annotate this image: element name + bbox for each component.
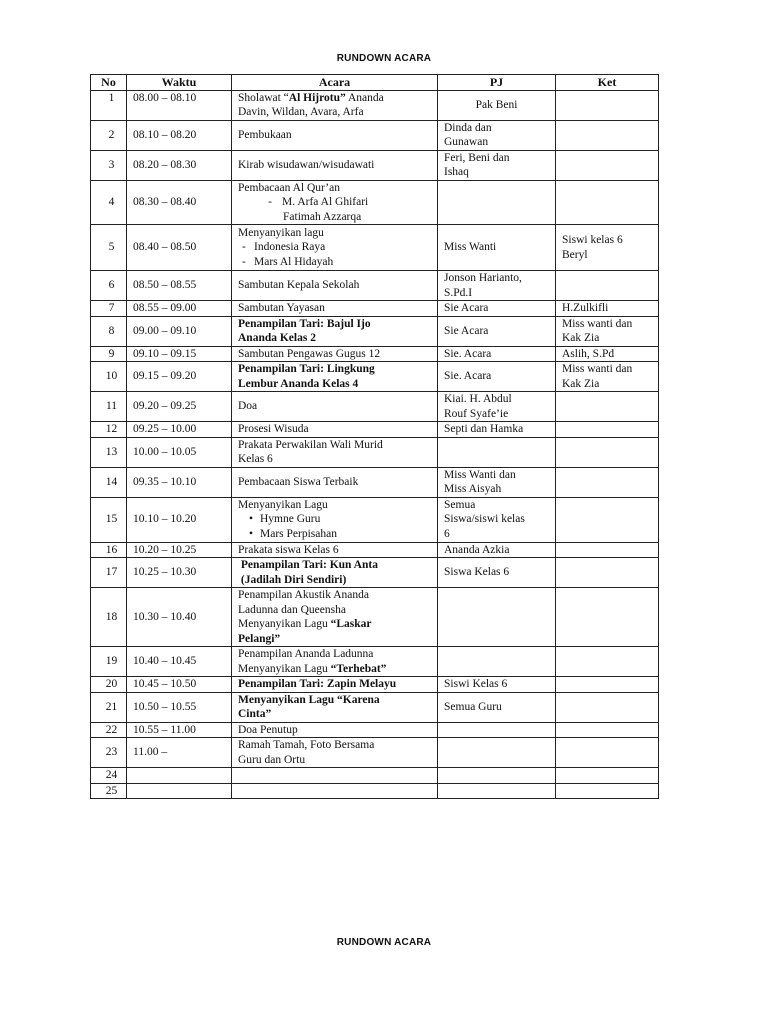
row-time: 10.40 – 10.45 <box>127 647 232 677</box>
row-ket <box>556 738 659 768</box>
row-ket <box>556 90 659 120</box>
header-pj: PJ <box>438 75 556 91</box>
row-event: Pembacaan Al Qur’an - M. Arfa Al Ghifari Fatimah Azzarqa <box>232 180 438 225</box>
row-time: 08.30 – 08.40 <box>127 180 232 225</box>
row-ket <box>556 271 659 301</box>
table-row <box>91 180 659 225</box>
row-time: 10.00 – 10.05 <box>127 437 232 467</box>
row-event: Prakata siswa Kelas 6 <box>232 542 438 558</box>
row-event: Penampilan Tari: Kun Anta (Jadilah Diri Sendiri) <box>232 558 438 588</box>
row-event: Sambutan Kepala Sekolah <box>232 271 438 301</box>
row-number: 1 <box>91 90 127 120</box>
table-row <box>91 497 659 542</box>
row-pj <box>438 588 556 647</box>
row-time: 08.40 – 08.50 <box>127 225 232 271</box>
row-time: 08.10 – 08.20 <box>127 120 232 150</box>
row-time: 10.55 – 11.00 <box>127 722 232 738</box>
row-ket: Miss wanti dan Kak Zia <box>556 316 659 346</box>
row-number: 23 <box>91 738 127 768</box>
row-number: 22 <box>91 722 127 738</box>
row-pj: Miss Wanti <box>438 225 556 271</box>
header-ket: Ket <box>556 75 659 91</box>
row-time: 10.50 – 10.55 <box>127 692 232 722</box>
row-time: 08.50 – 08.55 <box>127 271 232 301</box>
row-time: 09.20 – 09.25 <box>127 392 232 422</box>
row-pj <box>438 768 556 784</box>
row-number: 6 <box>91 271 127 301</box>
row-event: Menyanyikan Lagu • Hymne Guru • Mars Perpisahan <box>232 497 438 542</box>
row-event: Doa <box>232 392 438 422</box>
table-row <box>91 558 659 588</box>
row-ket: Aslih, S.Pd <box>556 346 659 362</box>
table-row <box>91 225 659 271</box>
row-ket <box>556 558 659 588</box>
row-pj: Siswa Kelas 6 <box>438 558 556 588</box>
row-pj <box>438 783 556 799</box>
row-pj: Jonson Harianto, S.Pd.I <box>438 271 556 301</box>
row-time: 08.55 – 09.00 <box>127 301 232 317</box>
table-row <box>91 692 659 722</box>
row-ket <box>556 150 659 180</box>
row-event: Penampilan Tari: Bajul Ijo Ananda Kelas 2 <box>232 316 438 346</box>
row-ket <box>556 180 659 225</box>
row-number: 2 <box>91 120 127 150</box>
row-pj: Semua Siswa/siswi kelas 6 <box>438 497 556 542</box>
table-row <box>91 150 659 180</box>
table-row <box>91 783 659 799</box>
rundown-table <box>90 74 659 799</box>
row-number: 5 <box>91 225 127 271</box>
row-time: 08.00 – 08.10 <box>127 90 232 120</box>
table-row <box>91 542 659 558</box>
row-time <box>127 768 232 784</box>
row-event: Penampilan Tari: Zapin Melayu <box>232 677 438 693</box>
table-row <box>91 738 659 768</box>
row-ket <box>556 588 659 647</box>
row-pj: Sie. Acara <box>438 346 556 362</box>
row-ket: Siswi kelas 6 Beryl <box>556 225 659 271</box>
row-time: 10.45 – 10.50 <box>127 677 232 693</box>
row-number: 4 <box>91 180 127 225</box>
row-number: 7 <box>91 301 127 317</box>
row-number: 11 <box>91 392 127 422</box>
row-event: Penampilan Ananda Ladunna Menyanyikan Lagu “Terhebat” <box>232 647 438 677</box>
row-number: 10 <box>91 362 127 392</box>
table-row <box>91 647 659 677</box>
footer-title: RUNDOWN ACARA <box>336 937 432 948</box>
row-number: 8 <box>91 316 127 346</box>
row-event: Pembacaan Siswa Terbaik <box>232 467 438 497</box>
document-title: RUNDOWN ACARA <box>336 53 432 64</box>
row-ket <box>556 647 659 677</box>
row-event: Penampilan Tari: Lingkung Lembur Ananda Kelas 4 <box>232 362 438 392</box>
table-row <box>91 301 659 317</box>
row-number: 24 <box>91 768 127 784</box>
table-row <box>91 437 659 467</box>
row-pj: Sie Acara <box>438 316 556 346</box>
table-row <box>91 316 659 346</box>
row-pj: Kiai. H. Abdul Rouf Syafe’ie <box>438 392 556 422</box>
row-event: Sambutan Yayasan <box>232 301 438 317</box>
row-event: Prosesi Wisuda <box>232 422 438 438</box>
row-number: 14 <box>91 467 127 497</box>
table-row <box>91 422 659 438</box>
row-ket <box>556 437 659 467</box>
row-event: Kirab wisudawan/wisudawati <box>232 150 438 180</box>
row-number: 19 <box>91 647 127 677</box>
row-pj <box>438 180 556 225</box>
row-ket <box>556 677 659 693</box>
table-row <box>91 588 659 647</box>
table-row <box>91 768 659 784</box>
row-pj: Sie Acara <box>438 301 556 317</box>
row-time <box>127 783 232 799</box>
row-pj: Ananda Azkia <box>438 542 556 558</box>
header-no: No <box>91 75 127 91</box>
row-time: 09.15 – 09.20 <box>127 362 232 392</box>
row-event: Penampilan Akustik Ananda Ladunna dan Queensha Menyanyikan Lagu “Laskar Pelangi” <box>232 588 438 647</box>
row-event: Ramah Tamah, Foto Bersama Guru dan Ortu <box>232 738 438 768</box>
row-number: 13 <box>91 437 127 467</box>
row-number: 12 <box>91 422 127 438</box>
row-time: 09.35 – 10.10 <box>127 467 232 497</box>
row-event: Menyanyikan Lagu “Karena Cinta” <box>232 692 438 722</box>
row-pj <box>438 437 556 467</box>
header-acara: Acara <box>232 75 438 91</box>
row-number: 25 <box>91 783 127 799</box>
table-row <box>91 467 659 497</box>
table-row <box>91 362 659 392</box>
row-ket: H.Zulkifli <box>556 301 659 317</box>
table-header-row <box>91 75 659 91</box>
row-time: 09.00 – 09.10 <box>127 316 232 346</box>
row-time: 08.20 – 08.30 <box>127 150 232 180</box>
row-pj <box>438 647 556 677</box>
row-number: 17 <box>91 558 127 588</box>
row-time: 09.25 – 10.00 <box>127 422 232 438</box>
table-row <box>91 90 659 120</box>
row-event: Prakata Perwakilan Wali Murid Kelas 6 <box>232 437 438 467</box>
row-pj: Sie. Acara <box>438 362 556 392</box>
row-time: 11.00 – <box>127 738 232 768</box>
row-ket <box>556 392 659 422</box>
row-time: 10.10 – 10.20 <box>127 497 232 542</box>
row-pj: Pak Beni <box>438 90 556 120</box>
row-time: 10.20 – 10.25 <box>127 542 232 558</box>
row-ket <box>556 768 659 784</box>
row-number: 16 <box>91 542 127 558</box>
row-number: 3 <box>91 150 127 180</box>
row-event <box>232 768 438 784</box>
row-pj: Dinda dan Gunawan <box>438 120 556 150</box>
row-ket <box>556 722 659 738</box>
table-row <box>91 271 659 301</box>
table-row <box>91 677 659 693</box>
row-ket: Miss wanti dan Kak Zia <box>556 362 659 392</box>
row-number: 9 <box>91 346 127 362</box>
row-time: 10.25 – 10.30 <box>127 558 232 588</box>
row-pj: Semua Guru <box>438 692 556 722</box>
table-row <box>91 722 659 738</box>
row-pj: Septi dan Hamka <box>438 422 556 438</box>
row-pj <box>438 722 556 738</box>
row-event: Menyanyikan lagu - Indonesia Raya - Mars Al Hidayah <box>232 225 438 271</box>
row-ket <box>556 497 659 542</box>
row-ket <box>556 120 659 150</box>
header-waktu: Waktu <box>127 75 232 91</box>
table-row <box>91 120 659 150</box>
row-event: Sholawat “Al Hijrotu” Ananda Davin, Wildan, Avara, Arfa <box>232 90 438 120</box>
row-pj: Feri, Beni dan Ishaq <box>438 150 556 180</box>
row-ket <box>556 783 659 799</box>
row-time: 09.10 – 09.15 <box>127 346 232 362</box>
row-number: 20 <box>91 677 127 693</box>
row-event: Doa Penutup <box>232 722 438 738</box>
row-ket <box>556 467 659 497</box>
row-ket <box>556 692 659 722</box>
table-row <box>91 346 659 362</box>
row-number: 21 <box>91 692 127 722</box>
row-pj: Miss Wanti dan Miss Aisyah <box>438 467 556 497</box>
row-number: 15 <box>91 497 127 542</box>
row-number: 18 <box>91 588 127 647</box>
row-event: Pembukaan <box>232 120 438 150</box>
row-ket <box>556 542 659 558</box>
row-time: 10.30 – 10.40 <box>127 588 232 647</box>
table-row <box>91 392 659 422</box>
row-pj <box>438 738 556 768</box>
row-event <box>232 783 438 799</box>
row-event: Sambutan Pengawas Gugus 12 <box>232 346 438 362</box>
row-pj: Siswi Kelas 6 <box>438 677 556 693</box>
row-ket <box>556 422 659 438</box>
